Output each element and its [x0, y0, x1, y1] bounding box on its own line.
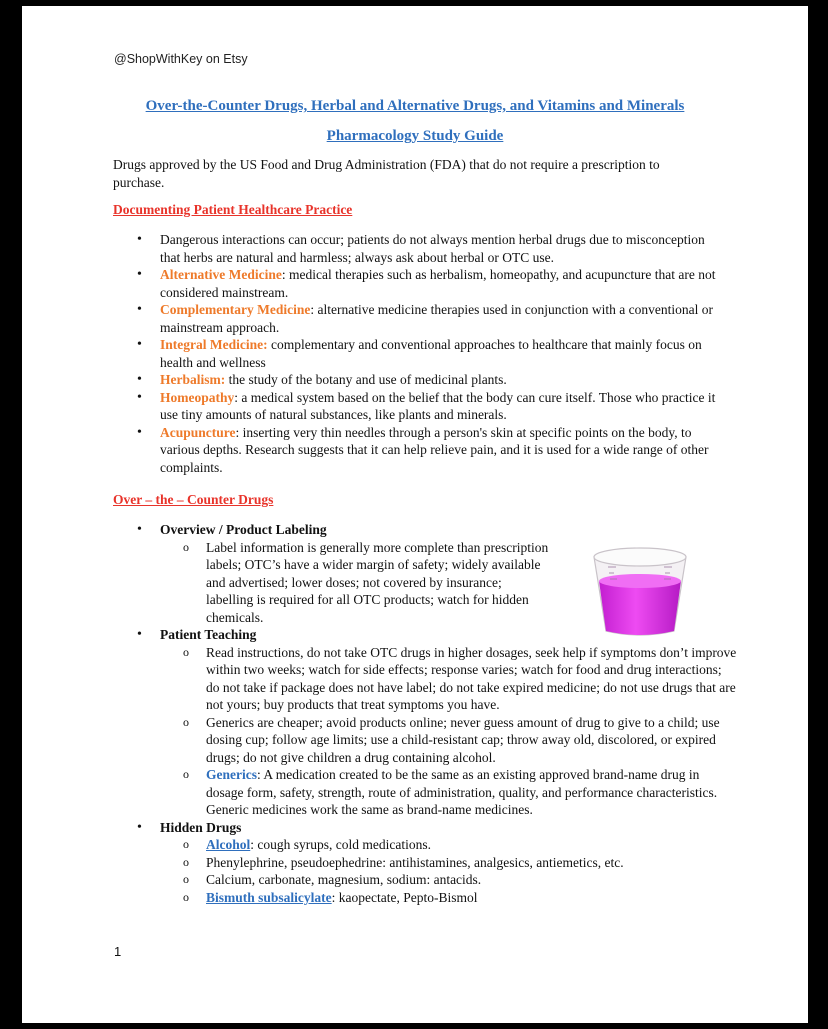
page-number: 1 — [114, 944, 122, 959]
liquid-surface — [599, 574, 681, 588]
sub-list-item: o Phenylephrine, pseudoephedrine: antihistamines, analgesics, antiemetics, etc. — [183, 854, 737, 872]
list-item — [137, 424, 717, 477]
sub-list-item — [183, 766, 737, 819]
document-page — [22, 6, 808, 1023]
term-herbalism: Herbalism: — [160, 372, 226, 387]
term-complementary-medicine: Complementary Medicine — [160, 302, 311, 317]
patient-teaching-label: Patient Teaching — [160, 627, 257, 642]
list-item — [137, 626, 737, 819]
hidden-drugs-label: Hidden Drugs — [160, 819, 242, 835]
item-text: : inserting very thin needles through a person's skin at specific points on the body, to various depths. Research suggests that it can help relieve pain, and it is used for a wide range of other complaints. — [160, 424, 709, 475]
list-item — [137, 301, 717, 336]
sub-list-item: o Generics are cheaper; avoid products online; never guess amount of drug to give to a child; use dosing cup; follow age limits; use a child-resistant cap; throw away old, discolored, or expired drugs; do not give children a drug containing alcohol. — [183, 714, 737, 767]
medicine-cup-image — [590, 543, 690, 639]
list-item — [137, 371, 717, 389]
item-text: the study of the botany and use of medicinal plants. — [225, 372, 507, 387]
list-item — [137, 389, 717, 424]
term-alcohol: Alcohol — [206, 837, 251, 852]
document-title: Over-the-Counter Drugs, Herbal and Alternative Drugs, and Vitamins and Minerals — [145, 98, 685, 114]
documenting-list — [137, 231, 717, 476]
overview-label: Overview / Product Labeling — [160, 522, 327, 537]
item-text: complementary and conventional approaches to healthcare that mainly focus on health and wellness — [160, 337, 702, 370]
item-text: : a medical system based on the belief that the body can cure itself. Those who practice it use tiny amounts of natural substances, like plants and minerals. — [160, 389, 716, 422]
item-text: : medical therapies such as herbalism, homeopathy, and acupuncture that are not considered mainstream. — [160, 267, 716, 300]
list-item — [137, 336, 717, 371]
sub-list-item — [183, 889, 737, 907]
term-generics: Generics — [206, 767, 257, 782]
cup-rim — [594, 548, 686, 566]
term-alternative-medicine: Alternative Medicine — [160, 267, 282, 282]
section-heading-documenting: Documenting Patient Healthcare Practice — [113, 202, 353, 217]
term-bismuth: Bismuth subsalicylate — [206, 889, 332, 905]
hidden-sublist — [160, 836, 737, 906]
term-homeopathy: Homeopathy — [160, 389, 235, 405]
list-item — [137, 819, 737, 907]
item-text: : cough syrups, cold medications. — [250, 837, 431, 852]
list-item — [137, 266, 717, 301]
item-text: Dangerous interactions can occur; patients do not always mention herbal drugs due to misconception that herbs are natural and harmless; always ask about herbal or OTC use. — [160, 232, 705, 265]
sub-list-item — [183, 836, 737, 854]
list-item — [137, 231, 717, 266]
term-acupuncture: Acupuncture — [160, 424, 236, 440]
document-subtitle: Pharmacology Study Guide — [326, 128, 504, 144]
cup-liquid — [599, 581, 681, 635]
term-integral-medicine: Integral Medicine: — [160, 337, 268, 352]
sub-list-item: o Label information is generally more complete than prescription labels; OTC’s have a wider margin of safety; widely available and advertised; lower doses; not covered by insurance; labelling is required for all OTC products; watch for hidden chemicals. — [183, 539, 551, 627]
item-text: : A medication created to be the same as an existing approved brand-name drug in dosage form, safety, strength, route of administration, quality, and performance characteristics. Generic medicines work the same as brand-name medicines. — [206, 767, 718, 817]
header-credit: @ShopWithKey on Etsy — [114, 52, 248, 66]
sub-list-item: o Calcium, carbonate, magnesium, sodium: antacids. — [183, 871, 737, 889]
section-heading-otc: Over – the – Counter Drugs — [113, 492, 274, 507]
sub-list-item: o Read instructions, do not take OTC drugs in higher dosages, seek help if symptoms don’t improve within two weeks; watch for side effects; response varies; watch for food and drug interactions; do not take if package does not have label; do not take expired medicine; do not use drugs that are not yours; buy products that treat symptoms you have. — [183, 644, 737, 714]
teaching-sublist — [160, 644, 737, 819]
intro-paragraph: Drugs approved by the US Food and Drug Administration (FDA) that do not require a prescription to purchase. — [113, 157, 660, 190]
item-text: : alternative medicine therapies used in conjunction with a conventional or mainstream approach. — [160, 302, 713, 335]
item-text: : kaopectate, Pepto-Bismol — [331, 889, 478, 905]
